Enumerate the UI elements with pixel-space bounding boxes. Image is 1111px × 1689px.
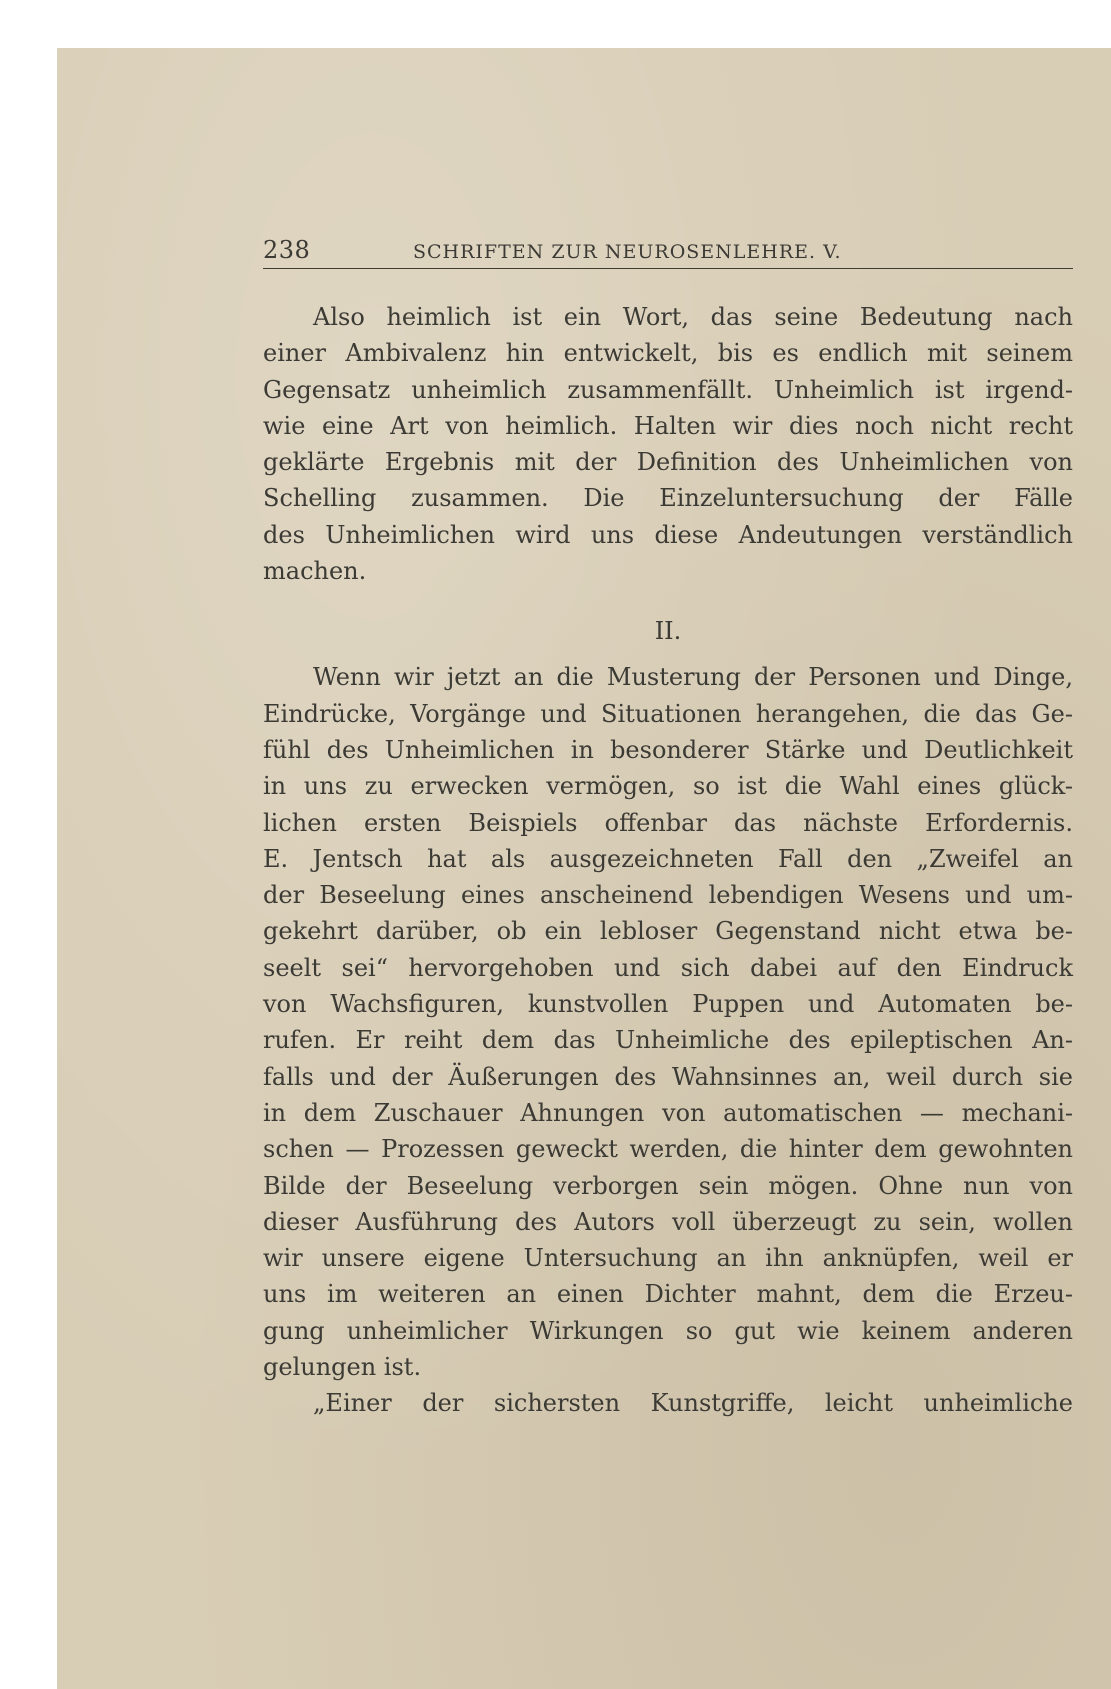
text-line: fühl des Unheimlichen in besonderer Stärke und Deutlichkeit [263, 735, 1073, 764]
text-line: E. Jentsch hat als ausgezeichneten Fall den „Zweifel an [263, 844, 1073, 873]
text-line: Schelling zusammen. Die Einzeluntersuchung der Fälle [263, 484, 1073, 513]
text-line: gekehrt darüber, ob ein lebloser Gegenstand nicht etwa be- [263, 917, 1073, 946]
text-line: machen. [263, 557, 367, 586]
text-line: Eindrücke, Vorgänge und Situationen herangehen, die das Ge- [263, 699, 1073, 728]
paragraph-3 [263, 1385, 1073, 1421]
text-line: in dem Zuschauer Ahnungen von automatischen — mechani- [263, 1098, 1073, 1127]
text-block [263, 236, 1073, 1422]
running-head-title: SCHRIFTEN ZUR NEUROSENLEHRE. V. [413, 241, 842, 263]
text-line: Also heimlich ist ein Wort, das seine Bedeutung nach [313, 303, 1073, 331]
text-line: der Beseelung eines anscheinend lebendigen Wesens und um- [263, 881, 1073, 910]
text-line: geklärte Ergebnis mit der Definition des Unheimlichen von [263, 448, 1073, 477]
text-line: dieser Ausführung des Autors voll überzeugt zu sein, wollen [263, 1207, 1073, 1236]
text-line: einer Ambivalenz hin entwickelt, bis es endlich mit seinem [263, 339, 1073, 368]
paragraph-1 [263, 299, 1073, 589]
text-line: uns im weiteren an einen Dichter mahnt, dem die Erzeu- [263, 1280, 1073, 1309]
text-line: Bilde der Beseelung verborgen sein mögen. Ohne nun von [263, 1171, 1073, 1200]
section-heading: II. [654, 617, 682, 646]
text-line: wir unsere eigene Untersuchung an ihn anknüpfen, weil er [263, 1244, 1073, 1273]
text-line: schen — Prozessen geweckt werden, die hinter dem gewohnten [263, 1135, 1073, 1164]
text-line: Gegensatz unheimlich zusammenfällt. Unheimlich ist irgend- [263, 375, 1073, 404]
text-line: seelt sei“ hervorgehoben und sich dabei auf den Eindruck [263, 953, 1073, 982]
book-page [57, 48, 1111, 1689]
text-line: „Einer der sichersten Kunstgriffe, leicht unheimliche [313, 1389, 1073, 1418]
running-head [263, 236, 1073, 269]
text-line: von Wachsfiguren, kunstvollen Puppen und Automaten be- [263, 990, 1073, 1019]
paragraph-2 [263, 659, 1073, 1385]
text-line: wie eine Art von heimlich. Halten wir dies noch nicht recht [263, 411, 1073, 440]
text-line: falls und der Äußerungen des Wahnsinnes an, weil durch sie [263, 1062, 1073, 1091]
text-line: rufen. Er reiht dem das Unheimliche des epileptischen An- [263, 1026, 1073, 1055]
text-line: Wenn wir jetzt an die Musterung der Personen und Dinge, [313, 663, 1073, 692]
text-line: des Unheimlichen wird uns diese Andeutungen verständlich [263, 520, 1073, 549]
page-number: 238 [263, 236, 311, 264]
text-line: gelungen ist. [263, 1353, 422, 1382]
text-line: lichen ersten Beispiels offenbar das nächste Erfordernis. [263, 808, 1073, 837]
text-line: gung unheimlicher Wirkungen so gut wie keinem anderen [263, 1316, 1073, 1345]
text-line: in uns zu erwecken vermögen, so ist die Wahl eines glück- [263, 772, 1073, 801]
